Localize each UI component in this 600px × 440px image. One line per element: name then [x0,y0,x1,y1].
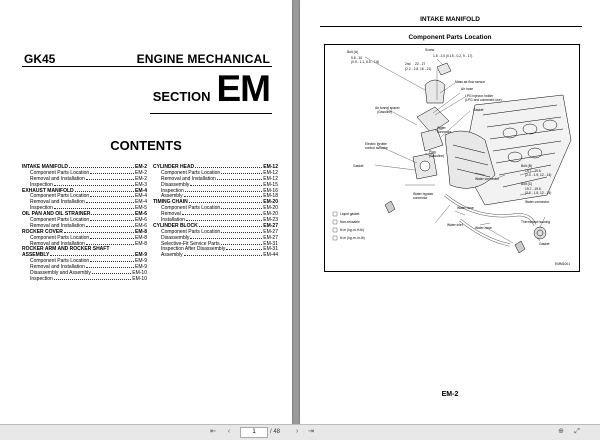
label-2nd-torque-2: (2.2 - 2.8, 16 - 21) [405,67,432,71]
label-air-hose: Air hose [461,87,474,91]
label-2nd-torque: 22 - 27 [415,62,426,66]
toc-entry-label: Assembly [161,252,183,259]
section-heading [153,70,270,108]
legend-torque-icon [333,228,337,232]
diagram-svg [325,45,579,271]
toc-leader-dots [221,232,262,233]
toc-entry-label: Component Parts Location [161,205,221,212]
toc-entry-page: EM-10 [132,275,147,282]
toc-entry-page: EM-2 [135,164,147,170]
toc-entry-label: Inspection [30,181,53,188]
toc-entry-label: Removal and Installation [30,222,85,229]
label-water-bypass: Water bypass [413,192,434,196]
toc-entry-page: EM-2 [135,169,147,176]
toc-leader-dots [86,202,134,203]
label-bolt-b-torque-2: (2.0 - 1.9, 12 - 14) [525,173,552,177]
toc-entry-label: Inspection After Disassembly [161,246,226,253]
right-page [300,0,600,424]
label-water-hose-2: Water hose [475,226,492,230]
toc-entry-page: EM-20 [263,205,278,212]
toc-leader-dots [69,167,134,168]
label-bolt-b: Bolt (B) [521,164,532,168]
page-subtitle: Component Parts Location [408,34,492,41]
label-bolt-a-torque: 9.8 - 10 [351,56,363,60]
toc-leader-dots [50,255,134,256]
label-air-funnel: Air funnel spacer [375,106,400,110]
toc-entry-label: Component Parts Location [161,228,221,235]
toc-leader-dots [226,249,262,250]
toc-entry-page: EM-5 [135,205,147,212]
toc-entry-label: TIMING CHAIN [153,199,188,206]
toc-entry-page: EM-23 [263,217,278,224]
toc-entry-label: Removal [161,211,181,218]
toc-column-1 [22,165,147,283]
previous-page-icon[interactable]: ‹ [227,428,231,435]
toc-leader-dots [86,179,134,180]
toc-entry-page: EM-6 [135,222,147,229]
toc-entry-label: Component Parts Location [30,217,90,224]
toc-entry-page: EM-8 [135,240,147,247]
toc-entry-label: Installation [161,217,185,224]
toc-leader-dots [189,202,263,203]
next-page-icon[interactable]: › [295,428,299,435]
toc-entry-label: Removal and Installation [30,240,85,247]
bottom-rule [150,113,272,114]
toc-leader-dots [184,255,263,256]
toc-entry-page: EM-8 [135,234,147,241]
toc-entry-label: Disassembly and Assembly [30,270,91,277]
label-screw: Screw [425,48,435,52]
toc-leader-dots [90,261,134,262]
toc-leader-dots [217,179,263,180]
toc-leader-dots [190,185,262,186]
toc-entry-page: EM-31 [263,246,278,253]
toc-entry-page: EM-4 [135,199,147,206]
label-thermostat: Thermostat housing [521,220,551,224]
label-bolt-c-torque: 19.7 - 19.6 [525,187,541,191]
label-maf-sensor: Mass air flow sensor [455,80,486,84]
label-bolt-c-torque-2: (2.0 - 1.9, 12 - 14) [525,191,552,195]
toc-entry-label: EXHAUST MANIFOLD [22,187,74,194]
toc-entry-label: Removal and Installation [30,175,85,182]
toc-leader-dots [86,267,134,268]
toc-entry-page: EM-27 [263,234,278,241]
toc-entry-page: EM-12 [263,169,278,176]
fullscreen-icon[interactable]: ⤢ [574,428,580,435]
toc-entry-label: Disassembly [161,234,190,241]
label-water-hose-1: Water hose [457,206,474,210]
toc-entry-page: EM-12 [263,175,278,182]
label-bolt-b-torque: 19.7 - 19.6 [525,169,541,173]
zoom-icon[interactable]: ⊕ [558,428,564,435]
label-water-connector: Water [437,126,446,130]
manual-title: ENGINE MECHANICAL [136,52,270,66]
label-plug: Plug [429,150,436,154]
toc-leader-dots [64,232,134,233]
legend-nm-2: N·m (kg-m, in-lb) [340,236,365,240]
toc-entry-label: Component Parts Location [30,234,90,241]
label-bolt-a: Bolt (A) [347,50,358,54]
label-gasket-2: Gasket [353,164,364,168]
toc-entry-label: Removal and Installation [30,199,85,206]
toc-entry-page: EM-6 [135,211,147,218]
toc-entry-label: ASSEMBLY [22,252,50,259]
toc-entry-page: EM-9 [135,258,147,265]
toc-leader-dots [190,238,262,239]
toc-leader-dots [54,185,134,186]
toc-entry-page: EM-18 [263,193,278,200]
toc-entry-label: Component Parts Location [30,193,90,200]
toc-leader-dots [90,238,134,239]
toc-leader-dots [54,279,131,280]
toc-entry-page: EM-16 [263,187,278,194]
first-page-icon[interactable]: ⇤ [210,428,216,435]
toc-entry-label: ROCKER COVER [22,228,63,235]
page-header: INTAKE MANIFOLD [420,16,480,23]
water-hose-drawing [385,195,546,253]
label-2nd: 2nd [405,62,411,66]
toc-leader-dots [86,244,134,245]
legend-nm: N·m (kg-m, ft-lb) [340,228,364,232]
toc-entry[interactable] [22,277,147,283]
toc-leader-dots [186,220,262,221]
toc-entry-page: EM-20 [263,211,278,218]
toc-entry[interactable] [153,253,278,259]
toc-leader-dots [75,191,134,192]
toc-leader-dots [182,214,263,215]
toc-entry-label: Inspection [30,275,53,282]
toc-entry-label: Selective-Fit Service Parts [161,240,220,247]
toc-entry-label: Removal and Installation [30,264,85,271]
label-water-inlet: Water inlet [447,223,463,227]
toc-entry-page: EM-2 [135,175,147,182]
figure-reference: EMM1001 [555,262,571,266]
label-bolt-a-torque-2: (0.9 - 1.1, 6.5 - 7.8) [351,60,380,64]
page-total: / 48 [270,429,281,435]
legend-liquid-icon [333,212,337,216]
toc-leader-dots [199,226,263,227]
toc-leader-dots [90,196,134,197]
toc-leader-dots [184,196,263,197]
toc-entry-label: Component Parts Location [161,169,221,176]
toc-leader-dots [92,273,131,274]
label-throttle-2: control actuator [365,146,388,150]
toc-leader-dots [90,220,134,221]
toc-entry-label: CYLINDER HEAD [153,164,195,170]
toc-leader-dots [221,173,262,174]
toc-entry-label: ROCKER ARM AND ROCKER SHAFT [22,246,110,253]
diagram-legend [333,212,365,240]
toc-entry-page: EM-4 [135,193,147,200]
toc-column-2 [153,165,278,259]
label-water-connector-2: connector [437,130,452,134]
toc-entry-page: EM-31 [263,240,278,247]
legend-liquid: Liquid gasket [340,212,360,216]
toc-entry-page: EM-8 [135,228,147,235]
toc-entry-page: EM-4 [135,187,147,194]
contents-title: CONTENTS [110,138,182,153]
label-lpg-holder: LPG injector holder [465,94,494,98]
label-plug-2: (Gasoline) [429,154,445,158]
top-rule [22,66,272,67]
legend-nonreuse-icon [333,220,337,224]
label-throttle: Electric throttle [365,142,387,146]
section-code: EM [216,68,270,109]
toc-entry-label: Inspection [30,205,53,212]
toc-entry-page: EM-3 [135,181,147,188]
label-water-bypass-2: connector [413,196,428,200]
toc-leader-dots [90,173,134,174]
toc-entry-page: EM-20 [263,199,278,206]
last-page-icon[interactable]: ⇥ [308,428,314,435]
left-page [0,0,292,424]
toc-entry-label: Removal and Installation [161,175,216,182]
toc-leader-dots [195,167,262,168]
toc-entry-page: EM-27 [263,228,278,235]
label-bolt-c: Bolt (C) [521,182,533,186]
label-gasoline: (Gasoline) [377,110,393,114]
toc-leader-dots [54,208,134,209]
model-code: GK45 [24,52,56,66]
toc-entry-label: Component Parts Location [30,169,90,176]
toc-leader-dots [221,208,262,209]
label-water-connector-b: Water connector [475,177,500,181]
toc-entry-label: Disassembly [161,181,190,188]
legend-nonreuse: Non-reusable [340,220,360,224]
toc-entry-label: CYLINDER BLOCK [153,222,198,229]
toc-entry-page: EM-9 [135,264,147,271]
toc-entry-label: Component Parts Location [30,258,90,265]
toc-entry-page: EM-9 [135,252,147,259]
toc-entry-page: EM-10 [132,270,147,277]
label-gasket-3: Gasket [539,242,550,246]
toc-entry-label: Assembly [161,193,183,200]
toc-entry-page: EM-44 [263,252,278,259]
toc-entry-page: EM-15 [263,181,278,188]
viewer-toolbar [0,424,600,440]
toc-leader-dots [185,191,262,192]
toc-entry-label: INTAKE MANIFOLD [22,164,69,170]
header-rule [320,26,582,27]
toc-entry-page: EM-6 [135,217,147,224]
toc-leader-dots [91,214,134,215]
toc-entry-page: EM-12 [263,164,278,170]
toc-leader-dots [86,226,134,227]
toc-entry-page: EM-27 [263,222,278,229]
legend-torque-2-icon [333,236,337,240]
component-diagram [324,44,580,272]
page-number-input[interactable] [240,427,268,438]
toc-entry-label: Inspection [161,187,184,194]
page-number: EM-2 [441,391,459,398]
label-screw-torque: 1.5 - 2.0 (0.15 - 0.2, 9 - 17) [433,54,473,58]
toc-entry-label: OIL PAN AND OIL STRAINER [22,211,91,218]
label-lpg-holder-2: (LPG and combined use) [465,98,502,102]
label-gasket-1: Gasket [473,108,484,112]
section-label: SECTION [152,89,211,104]
label-water-connector-c: Water connector [525,200,550,204]
toc-leader-dots [221,244,263,245]
